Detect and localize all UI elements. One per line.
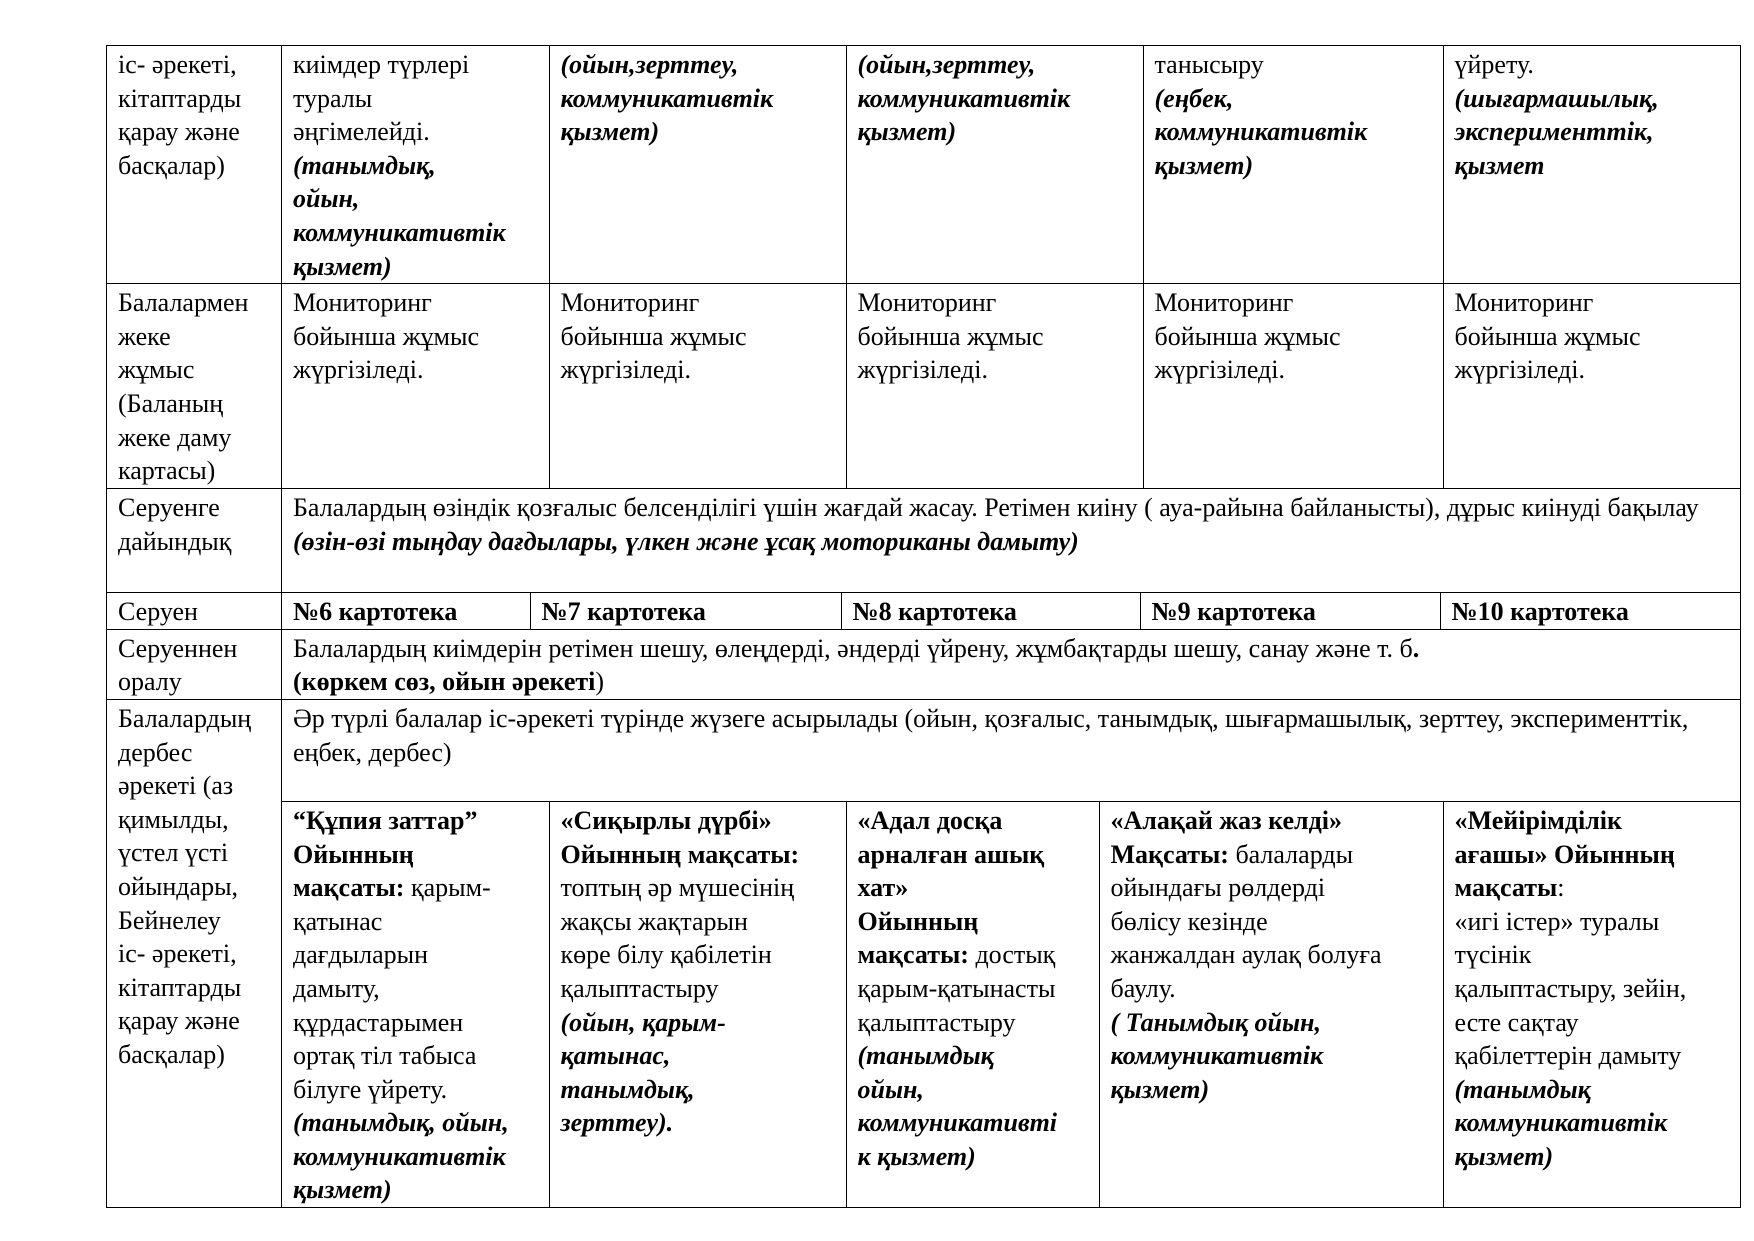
row-label-text: Балалардың дербес әрекеті (аз қимылды, үстел үсті ойындары, Бейнелеу іс- әрекеті, кітаптарды қарау және басқалар) bbox=[118, 703, 252, 1069]
cell-note: (танымдық, ойын, коммуникативтік қызмет) bbox=[293, 150, 506, 281]
walk-cards-table bbox=[282, 593, 1740, 629]
row-activity-continued-cells bbox=[282, 46, 1741, 284]
cell-note: көркем сөз, ойын әрекеті bbox=[301, 667, 596, 697]
cell-text: Мониторинг бойынша жұмыс жүргізіледі. bbox=[857, 288, 1044, 385]
cell-text: Әр түрлі балалар іс-әрекеті түрінде жүзеге асырылады (ойын, қозғалыс, танымдық, шығармашылық, зерттеу, эксперименттік, еңбек, дербес) bbox=[293, 703, 1689, 767]
row-label-prep bbox=[107, 489, 282, 593]
game-title: «Алақай жаз келді» Мақсаты: bbox=[1110, 805, 1342, 869]
cell-note: (шығармашылық, эксперименттік, қызмет bbox=[1454, 83, 1659, 180]
game-text: қарым- қатынас дағдыларын дамыту, құрдастарымен ортақ тіл табыса білуге үйрету. bbox=[293, 873, 491, 1104]
game-cell-3 bbox=[846, 802, 1099, 1207]
cell-mon bbox=[282, 46, 549, 283]
games-cell bbox=[282, 801, 1741, 1207]
row-label-text: Серуен bbox=[118, 597, 198, 627]
walk-card-8: №8 картотека bbox=[841, 593, 1140, 629]
row-walk-return bbox=[107, 629, 1741, 699]
games-table bbox=[282, 802, 1740, 1207]
cell-independent-intro bbox=[282, 699, 1741, 801]
game-cell-2 bbox=[549, 802, 846, 1207]
row-label-individual bbox=[107, 284, 282, 489]
walk-cards-cell bbox=[282, 593, 1741, 630]
cell-text: Мониторинг бойынша жұмыс жүргізіледі. bbox=[293, 288, 480, 385]
cell-tue bbox=[549, 46, 846, 283]
cell-wed bbox=[846, 46, 1143, 283]
row-independent-activity bbox=[107, 699, 1741, 801]
plan-table-container bbox=[106, 45, 1741, 1208]
game-note: (танымдық коммуникативтік қызмет) bbox=[1454, 1074, 1668, 1171]
row-activity-continued bbox=[107, 46, 1741, 284]
row-label-text: Балалармен жеке жұмыс (Баланың жеке даму картасы) bbox=[118, 288, 249, 486]
cell-monitoring bbox=[1143, 284, 1443, 488]
row-games bbox=[107, 801, 1741, 1207]
game-note: (танымдық, ойын, коммуникативтік қызмет) bbox=[293, 1108, 509, 1205]
cell-note: (еңбек, коммуникативтік қызмет) bbox=[1154, 83, 1368, 180]
cell-text: киімдер түрлері туралы әңгімелейді. bbox=[293, 50, 470, 147]
walk-card-7: №7 картотека bbox=[530, 593, 841, 629]
cell-return-text bbox=[282, 629, 1741, 699]
row-walk-preparation bbox=[107, 489, 1741, 593]
cell-thu bbox=[1143, 46, 1443, 283]
cell-monitoring bbox=[549, 284, 846, 488]
row-label-text: іс- әрекеті, кітаптарды қарау және басқалар) bbox=[118, 50, 242, 180]
game-text: : «игі істер» туралы түсінік қалыптастыру, зейін, есте сақтау қабілеттерін дамыту bbox=[1454, 873, 1687, 1071]
game-cell-4 bbox=[1099, 802, 1443, 1207]
game-cell-5 bbox=[1443, 802, 1740, 1207]
cell-text: үйрету. bbox=[1454, 50, 1534, 79]
cell-note-open: ( bbox=[293, 667, 302, 697]
row-individual-work-cells bbox=[282, 284, 1741, 489]
cell-note: (ойын,зерттеу, коммуникативтік қызмет) bbox=[857, 50, 1071, 147]
cell-monitoring bbox=[282, 284, 549, 488]
row-label-walk bbox=[107, 593, 282, 630]
walk-card-6: №6 картотека bbox=[282, 593, 530, 629]
cell-text: танысыру bbox=[1154, 50, 1264, 79]
row-label-text: Серуенге дайындық bbox=[118, 493, 232, 556]
cell-note-close: ) bbox=[595, 667, 605, 697]
game-title: «Сиқырлы дүрбі» Ойынның мақсаты: bbox=[560, 805, 800, 869]
cell-text: Балалардың киімдерін ретімен шешу, өлеңдерді, әндерді үйрену, жұмбақтарды шешу, санау және т. б bbox=[293, 633, 1413, 663]
cell-text: Мониторинг бойынша жұмыс жүргізіледі. bbox=[1154, 288, 1341, 385]
row-label-text: Серуеннен оралу bbox=[118, 633, 238, 697]
game-text: балаларды ойындағы рөлдерді бөлісу кезінде жанжалдан аулақ болуға баулу. bbox=[1110, 839, 1382, 1003]
cell-monitoring bbox=[846, 284, 1143, 488]
plan-table bbox=[106, 45, 1741, 1208]
cell-note: (ойын,зерттеу, коммуникативтік қызмет) bbox=[560, 50, 774, 147]
cell-text: Мониторинг бойынша жұмыс жүргізіледі. bbox=[1454, 288, 1641, 385]
row-activity-continued-table bbox=[282, 46, 1740, 283]
cell-text: Балалардың өзіндік қозғалыс белсенділігі үшін жағдай жасау. Ретімен киіну ( ауа-райына байланысты), дұрыс киінуді бақылау bbox=[293, 493, 1699, 523]
row-label-independent bbox=[107, 699, 282, 1207]
cell-monitoring bbox=[1443, 284, 1740, 488]
cell-dot: . bbox=[1412, 633, 1420, 663]
row-walk bbox=[107, 593, 1741, 630]
cell-prep-text bbox=[282, 489, 1741, 593]
row-individual-work bbox=[107, 284, 1741, 489]
row-label-activity bbox=[107, 46, 282, 284]
walk-card-10: №10 картотека bbox=[1440, 593, 1740, 629]
game-note: ( Танымдық ойын, коммуникативтік қызмет) bbox=[1110, 1007, 1324, 1104]
game-text: топтың әр мүшесінің жақсы жақтарын көре білу қабілетін қалыптастыру bbox=[560, 873, 795, 1003]
game-title: «Адал досқа арналған ашық хат» Ойынның мақсаты: bbox=[857, 805, 1045, 970]
game-title: «Мейірімділік ағашы» Ойынның мақсаты bbox=[1454, 805, 1675, 903]
row-individual-work-table bbox=[282, 284, 1740, 488]
cell-fri bbox=[1443, 46, 1740, 283]
row-label-return bbox=[107, 629, 282, 699]
game-title: “Құпия заттар” Ойынның мақсаты: bbox=[293, 805, 478, 903]
game-note: (ойын, қарым- қатынас, танымдық, зерттеу). bbox=[560, 1007, 726, 1138]
walk-card-9: №9 картотека bbox=[1140, 593, 1440, 629]
game-note: (танымдық ойын, коммуникативті к қызмет) bbox=[857, 1041, 1058, 1171]
cell-text: Мониторинг бойынша жұмыс жүргізіледі. bbox=[560, 288, 747, 385]
cell-note: (өзін-өзі тыңдау дағдылары, үлкен және ұсақ моториканы дамыту) bbox=[293, 526, 1079, 556]
game-cell-1 bbox=[282, 802, 549, 1207]
game-text: достық қарым-қатынасты қалыптастыру bbox=[857, 940, 1056, 1037]
